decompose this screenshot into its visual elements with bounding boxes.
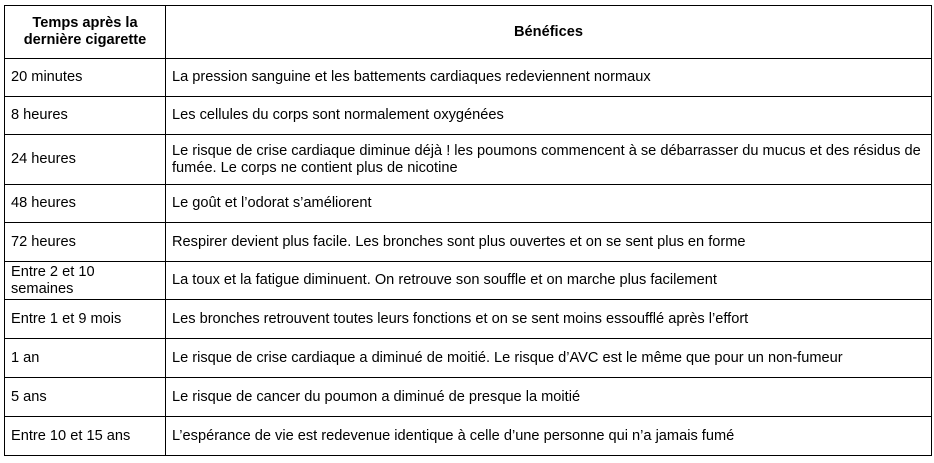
time-cell: 5 ans — [5, 378, 166, 417]
table-row — [5, 378, 932, 417]
time-cell: Entre 10 et 15 ans — [5, 417, 166, 456]
table-row — [5, 223, 932, 262]
time-cell: Entre 2 et 10 semaines — [5, 262, 166, 300]
benefit-cell: Le risque de cancer du poumon a diminué de presque la moitié — [166, 378, 932, 417]
time-cell: Entre 1 et 9 mois — [5, 300, 166, 339]
table-row — [5, 300, 932, 339]
time-cell: 48 heures — [5, 185, 166, 223]
benefits-table — [4, 5, 932, 456]
benefit-cell: La pression sanguine et les battements cardiaques redeviennent normaux — [166, 59, 932, 97]
benefit-cell: Le risque de crise cardiaque diminue déjà ! les poumons commencent à se débarrasser du mucus et des résidus de fumée. Le corps ne contient plus de nicotine — [166, 135, 932, 185]
benefit-cell: La toux et la fatigue diminuent. On retrouve son souffle et on marche plus facilement — [166, 262, 932, 300]
time-cell: 24 heures — [5, 135, 166, 185]
table-row — [5, 97, 932, 135]
header-benefits: Bénéfices — [166, 6, 932, 59]
benefit-cell: Le risque de crise cardiaque a diminué de moitié. Le risque d’AVC est le même que pour un non-fumeur — [166, 339, 932, 378]
benefit-cell: Le goût et l’odorat s’améliorent — [166, 185, 932, 223]
table-row — [5, 59, 932, 97]
benefit-cell: Les cellules du corps sont normalement oxygénées — [166, 97, 932, 135]
time-cell: 1 an — [5, 339, 166, 378]
table-row — [5, 185, 932, 223]
benefit-cell: Les bronches retrouvent toutes leurs fonctions et on se sent moins essoufflé après l’effort — [166, 300, 932, 339]
header-time: Temps après la dernière cigarette — [5, 6, 166, 59]
table-row — [5, 417, 932, 456]
table-row — [5, 262, 932, 300]
time-cell: 8 heures — [5, 97, 166, 135]
table-row — [5, 135, 932, 185]
benefit-cell: Respirer devient plus facile. Les bronches sont plus ouvertes et on se sent plus en forme — [166, 223, 932, 262]
table-row — [5, 339, 932, 378]
benefit-cell: L’espérance de vie est redevenue identique à celle d’une personne qui n’a jamais fumé — [166, 417, 932, 456]
table-header-row — [5, 6, 932, 59]
time-cell: 72 heures — [5, 223, 166, 262]
time-cell: 20 minutes — [5, 59, 166, 97]
